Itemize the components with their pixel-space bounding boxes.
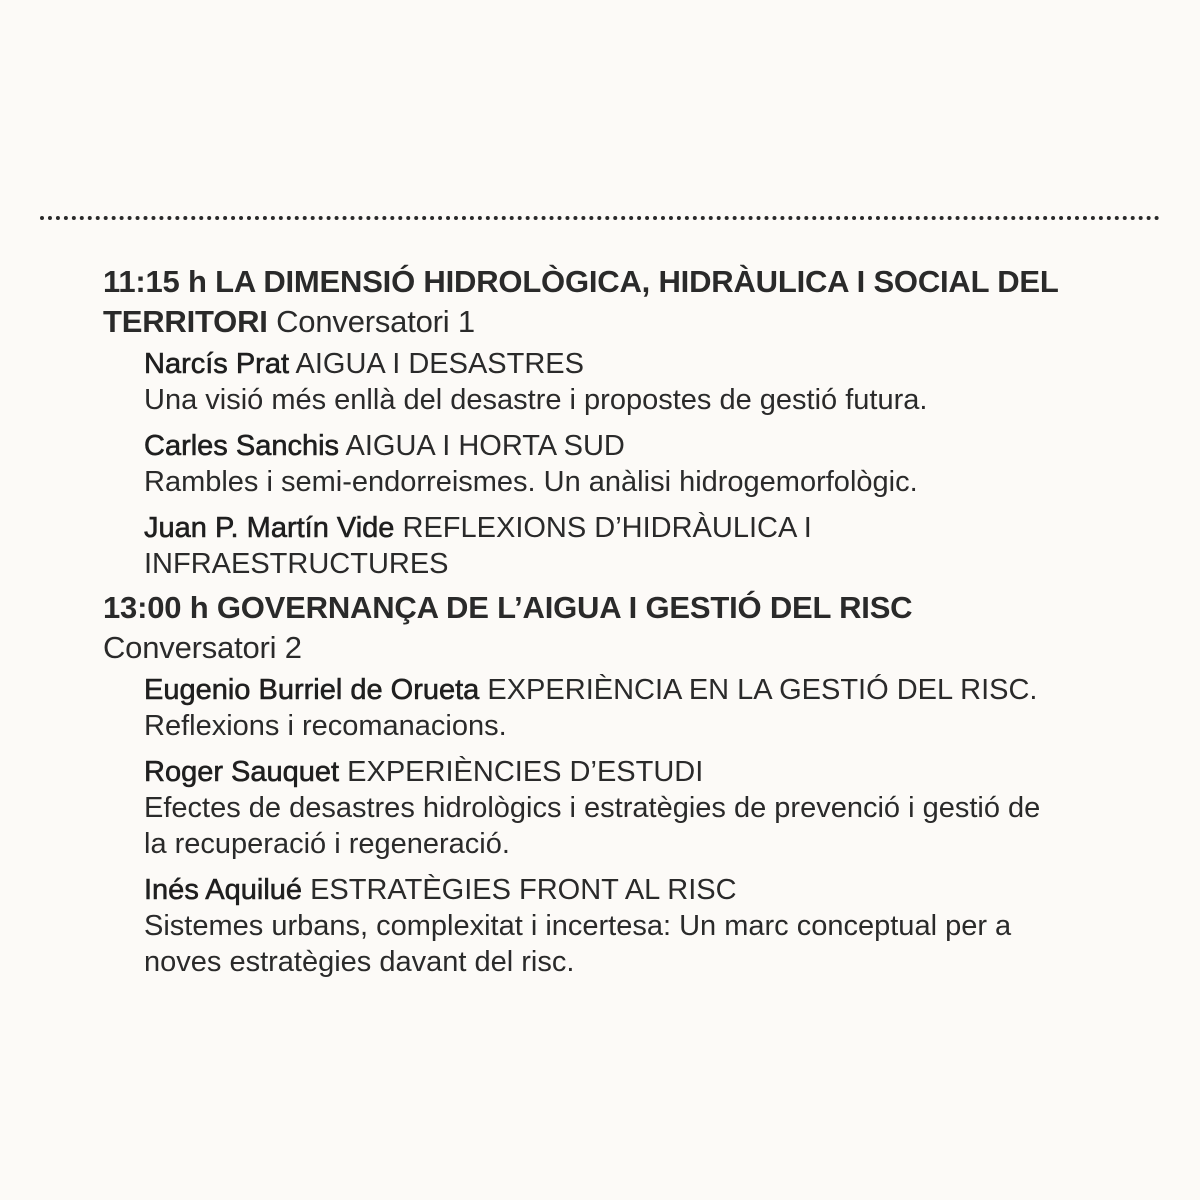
talk-topic: EXPERIÈNCIA EN LA GESTIÓ DEL RISC. — [487, 674, 1038, 706]
session-heading — [103, 588, 1003, 668]
session-subtitle: Conversatori 1 — [276, 304, 475, 339]
talk-description: Sistemes urbans, complexitat i incertesa: Un marc conceptual per a noves estratègies davant del risc. — [144, 910, 1012, 978]
talk-topic: EXPERIÈNCIES D’ESTUDI — [347, 756, 704, 788]
program-list — [103, 262, 1163, 980]
talk-item — [144, 672, 1163, 744]
session-title: 11:15 h LA DIMENSIÓ HIDROLÒGICA, HIDRÀULICA I SOCIAL DEL TERRITORI — [103, 264, 1059, 339]
talk-description: Rambles i semi-endorreismes. Un anàlisi hidrogemorfològic. — [144, 466, 918, 498]
talk-item — [144, 754, 1163, 862]
talk-topic: AIGUA I HORTA SUD — [345, 430, 625, 462]
speaker-name: Narcís Prat — [144, 348, 290, 380]
session-title: 13:00 h GOVERNANÇA DE L’AIGUA I GESTIÓ DEL RISC — [103, 590, 913, 625]
talk-item — [144, 346, 1163, 418]
session-subtitle: Conversatori 2 — [103, 630, 302, 665]
talk-item — [144, 872, 1163, 980]
talk-description: Reflexions i recomanacions. — [144, 710, 507, 742]
speaker-name: Inés Aquilué — [144, 874, 303, 906]
speaker-name: Eugenio Burriel de Orueta — [144, 674, 480, 706]
session-2 — [103, 588, 1163, 980]
talk-topic: AIGUA I DESASTRES — [295, 348, 584, 380]
session-heading — [103, 262, 1063, 342]
talk-topic: ESTRATÈGIES FRONT AL RISC — [310, 874, 737, 906]
speaker-name: Juan P. Martín Vide — [144, 512, 395, 544]
talk-description: Efectes de desastres hidrològics i estratègies de prevenció i gestió de la recuperació i regeneració. — [144, 792, 1041, 860]
speaker-name: Roger Sauquet — [144, 756, 340, 788]
talk-description: Una visió més enllà del desastre i propostes de gestió futura. — [144, 384, 928, 416]
session-1 — [103, 262, 1163, 582]
talk-item — [144, 510, 904, 582]
speaker-name: Carles Sanchis — [144, 430, 340, 462]
talk-topic: REFLEXIONS D’HIDRÀULICA I INFRAESTRUCTURES — [144, 512, 812, 580]
dotted-divider — [40, 216, 1160, 220]
talk-item — [144, 428, 1163, 500]
